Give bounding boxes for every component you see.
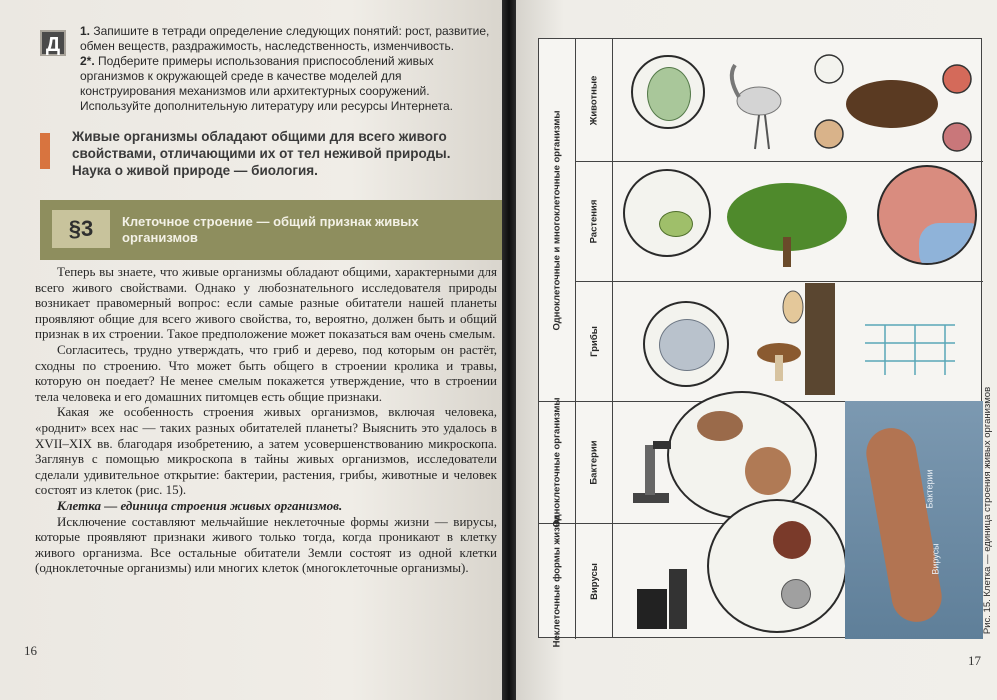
inset-cell-illustration: [862, 424, 945, 626]
row-label-viruses: Вирусы: [588, 562, 600, 600]
body-text: [35, 264, 497, 576]
bold-statement: Живые организмы обладают общими для всего живого свойствами, отличающими их от тел неживой природы. Наука о живой природе — биология.: [72, 129, 451, 178]
section-number: §3: [52, 210, 110, 248]
plant-cell-circle: [623, 169, 711, 257]
page-number-left: 16: [24, 643, 37, 658]
group-label-noncellular: Неклеточные формы жизни: [551, 515, 563, 647]
row-label-fungi: Грибы: [588, 325, 600, 357]
group-label-multicellular: Одноклеточные и многоклеточные организмы: [551, 109, 563, 331]
plant-cell-illustration: [659, 211, 693, 237]
paragraph-4: Исключение составляют мельчайшие неклеточные формы жизни — вирусы, которые проявляют признаки живого только тогда, когда проникают в клетку живого организма. Все остальные обитатели Земли состоят из одной клетки (одноклеточные организмы) или многих клеток (многоклеточные организмы).: [35, 513, 497, 576]
row-label-bacteria: Бактерии: [588, 439, 600, 485]
book-spine: [502, 0, 516, 700]
task-block: [80, 24, 490, 114]
micrograph-inset: [845, 401, 983, 639]
mycelium-illustration: [855, 305, 965, 385]
figure-row-line-4: [613, 523, 733, 524]
plant-tissue-circle: [877, 165, 977, 265]
mushroom-illustration: [745, 283, 837, 397]
animal-cell-circle: [631, 55, 705, 129]
bacteria-chain-illustration: [745, 447, 791, 495]
bacteriophage-illustration: [781, 579, 811, 609]
paragraph-2: Согласитесь, трудно утверждать, что гриб и дерево, под которым он растёт, сходны по строению. Что может быть общего в строении кролика и травы, которую он поедает? Не менее смелым покажется утверждение, что в строении тела человека и его домашних питомцев есть общие признаки.: [35, 341, 497, 404]
inset-label-viruses: Вирусы: [931, 543, 941, 575]
animal-cell-illustration: [647, 67, 691, 121]
figure-row-line-1: [613, 161, 983, 162]
task-1: 1. Запишите в тетради определение следующих понятий: рост, развитие, обмен веществ, раздражимость, наследственность, изменчивость.: [80, 24, 490, 53]
yeast-cell-illustration: [659, 319, 715, 371]
section-title: Клеточное строение — общий признак живых организмов: [122, 214, 419, 245]
task-icon: Д: [40, 30, 66, 56]
page-number-right: 17: [968, 653, 981, 668]
bacteria-circle: [667, 391, 817, 519]
electron-microscope-illustration: [629, 559, 705, 635]
section-header: [40, 200, 502, 260]
row-label-animals: Животные: [588, 75, 600, 125]
bacteria-cluster-illustration: [697, 411, 743, 441]
task-2: 2*. Подберите примеры использования приспособлений живых организмов к окружающей среде в качестве моделей для конструирования механизмов или архитектурных сооружений. Используйте дополнительную литературу или ресурсы Интернета.: [80, 54, 454, 113]
virus-particle-illustration: [773, 521, 811, 559]
microscope-illustration: [619, 431, 679, 511]
accent-bar: [40, 133, 50, 169]
yeast-cell-circle: [643, 301, 729, 387]
cell-definition: Клетка — единица строения живых организмов.: [57, 497, 343, 513]
mammal-illustration: [807, 49, 975, 159]
inset-label-bacteria: Бактерии: [925, 469, 936, 509]
right-page: [516, 0, 997, 700]
virus-circle: [707, 499, 847, 633]
bird-illustration: [709, 57, 799, 153]
label-column: [539, 39, 613, 647]
figure-row-line-2: [613, 281, 983, 282]
row-label-plants: Растения: [588, 199, 600, 243]
paragraph-3: Какая же особенность строения живых организмов, включая человека, «роднит» всех нас — таких разных обитателей планеты? Выяснить это удалось в XVII–XIX вв. благодаря изобретению, а затем усовершенствованию микроскопа. Заглянув с помощью микроскопа в тайны живых организмов, исследователи сделали удивительное открытие: бактерии, растения, грибы, животные и человек состоят из клеток (рис. 15).: [35, 404, 497, 498]
figure-caption: Рис. 15. Клетка — единица строения живых организмов: [982, 386, 994, 634]
plant-tissue-illustration: [919, 223, 977, 265]
group-label-unicellular: Одноклеточные организмы: [551, 396, 563, 528]
paragraph-1: Теперь вы знаете, что живые организмы обладают общими, характерными для всего живого свойствами. Однако у любознательного исследователя природы возникает правомерный вопрос: если самые разные обитатели нашей планеты проявляют общие для всего живого свойства, то, вероятно, должен быть и общий признак в их строении. Такое предположение может показаться вам очень смелым.: [35, 264, 497, 342]
figure-15: [538, 38, 982, 647]
tree-illustration: [717, 177, 867, 273]
